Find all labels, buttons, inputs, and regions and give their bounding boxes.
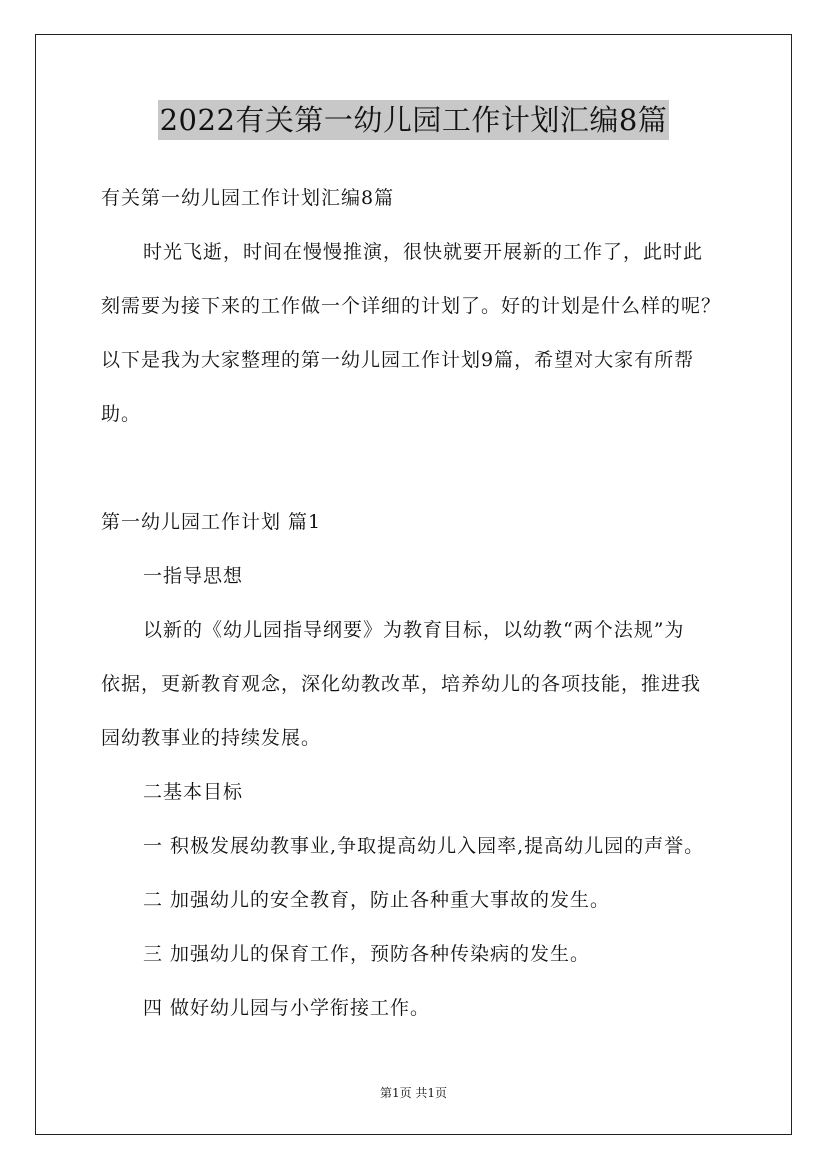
goal-item-2: 二 加强幼儿的安全教育，防止各种重大事故的发生。 <box>143 889 611 911</box>
document-title-wrap <box>0 100 827 140</box>
section-heading: 第一幼儿园工作计划 篇1 <box>101 511 322 533</box>
intro-line-2: 刻需要为接下来的工作做一个详细的计划了。好的计划是什么样的呢？ <box>101 295 722 317</box>
goal-item-1: 一 积极发展幼教事业,争取提高幼儿入园率,提高幼儿园的声誉。 <box>143 835 705 857</box>
paragraph-line-2: 依据，更新教育观念，深化幼教改革，培养幼儿的各项技能，推进我 <box>101 673 702 695</box>
intro-line-4: 助。 <box>101 403 142 425</box>
goal-item-4: 四 做好幼儿园与小学衔接工作。 <box>143 997 431 1019</box>
heading-basic-goals: 二基本目标 <box>143 781 244 803</box>
paragraph-line-1: 以新的《幼儿园指导纲要》为教育目标，以幼教“两个法规”为 <box>143 619 685 641</box>
document-title: 2022有关第一幼儿园工作计划汇编8篇 <box>158 100 670 140</box>
heading-guiding-thought: 一指导思想 <box>143 565 244 587</box>
subtitle: 有关第一幼儿园工作计划汇编8篇 <box>101 187 395 209</box>
goal-item-3: 三 加强幼儿的保育工作，预防各种传染病的发生。 <box>143 943 591 965</box>
page-footer: 第1页 共1页 <box>379 1086 448 1100</box>
intro-line-3: 以下是我为大家整理的第一幼儿园工作计划9篇，希望对大家有所帮 <box>101 349 695 371</box>
paragraph-line-3: 园幼教事业的持续发展。 <box>101 727 322 749</box>
intro-line-1: 时光飞逝，时间在慢慢推演，很快就要开展新的工作了，此时此 <box>143 241 704 263</box>
